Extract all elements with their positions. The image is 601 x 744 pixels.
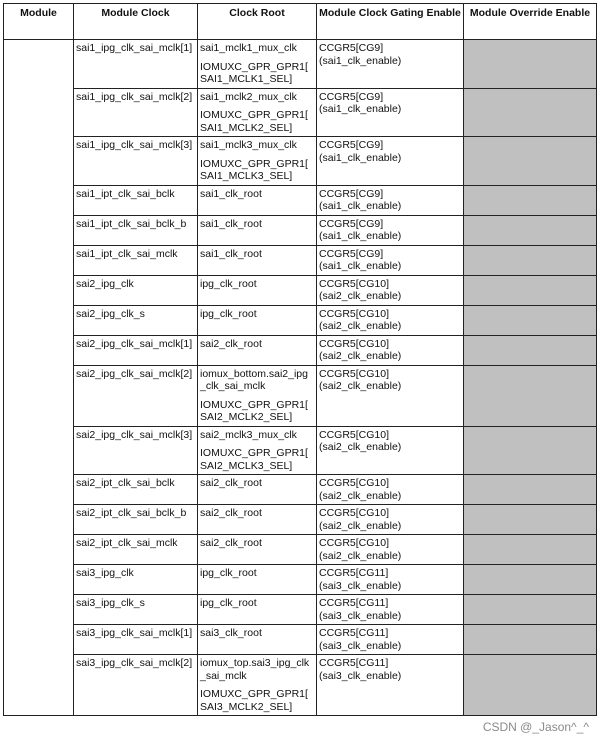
override-cell [464,565,597,595]
clock-root-line: sai1_clk_root [200,217,262,230]
gating-cell: CCGR5[CG9] (sai1_clk_enable) [317,137,464,186]
module-clock-cell: sai3_ipg_clk_sai_mclk[2] [74,655,198,716]
clock-root-cell [198,535,317,565]
gating-cell: CCGR5[CG9] (sai1_clk_enable) [317,245,464,275]
table-row [4,365,597,426]
table-row [4,185,597,215]
watermark: CSDN @_Jason^_^ [482,720,589,734]
table-row [4,625,597,655]
table-row [4,505,597,535]
clock-root-line: IOMUXC_GPR_GPR1[ SAI2_MCLK3_SEL] [200,447,308,472]
clock-root-line: sai2_mclk3_mux_clk [200,428,297,441]
gating-cell: CCGR5[CG11] (sai3_clk_enable) [317,655,464,716]
clock-root-line: ipg_clk_root [200,277,257,290]
module-clock-cell: sai1_ipt_clk_sai_bclk [74,185,198,215]
table-row [4,215,597,245]
clock-root-cell [198,88,317,137]
gating-cell: CCGR5[CG10] (sai2_clk_enable) [317,505,464,535]
module-clock-cell: sai2_ipt_clk_sai_bclk_b [74,505,198,535]
table-row [4,535,597,565]
clock-root-line: iomux_top.sai3_ipg_clk _sai_mclk [200,657,310,682]
gating-cell: CCGR5[CG9] (sai1_clk_enable) [317,88,464,137]
clock-root-line: sai1_mclk1_mux_clk [200,42,297,54]
clock-root-cell [198,275,317,305]
clock-root-cell [198,245,317,275]
gating-cell: CCGR5[CG10] (sai2_clk_enable) [317,535,464,565]
clock-root-cell [198,625,317,655]
clock-root-cell [198,137,317,186]
module-clock-cell: sai1_ipg_clk_sai_mclk[1] [74,40,198,89]
override-cell [464,335,597,365]
override-cell [464,595,597,625]
module-clock-cell: sai2_ipt_clk_sai_bclk [74,475,198,505]
clock-root-cell [198,40,317,89]
override-cell [464,365,597,426]
override-cell [464,215,597,245]
table-row [4,655,597,716]
module-clock-cell: sai2_ipg_clk_sai_mclk[2] [74,365,198,426]
gating-cell: CCGR5[CG10] (sai2_clk_enable) [317,275,464,305]
override-cell [464,655,597,716]
override-cell [464,535,597,565]
clock-root-line: ipg_clk_root [200,597,257,609]
clock-root-line: sai1_clk_root [200,247,262,260]
gating-cell: CCGR5[CG11] (sai3_clk_enable) [317,595,464,625]
clock-root-line: sai2_clk_root [200,477,262,489]
clock-root-line: sai1_clk_root [200,187,262,200]
override-cell [464,305,597,335]
header-module-clock: Module Clock [74,4,198,40]
override-cell [464,275,597,305]
gating-cell: CCGR5[CG11] (sai3_clk_enable) [317,565,464,595]
table-row [4,595,597,625]
clock-root-cell [198,505,317,535]
header-module: Module [4,4,74,40]
module-cell [4,40,74,716]
override-cell [464,137,597,186]
clock-table [3,3,597,716]
clock-root-cell [198,365,317,426]
module-clock-cell: sai3_ipg_clk_s [74,595,198,625]
override-cell [464,88,597,137]
clock-root-line: IOMUXC_GPR_GPR1[ SAI1_MCLK1_SEL] [200,60,308,85]
override-cell [464,625,597,655]
header-gating: Module Clock Gating Enable [317,4,464,40]
clock-root-line: IOMUXC_GPR_GPR1[ SAI2_MCLK2_SEL] [200,398,308,423]
gating-cell: CCGR5[CG10] (sai2_clk_enable) [317,365,464,426]
module-clock-cell: sai2_ipg_clk_s [74,305,198,335]
clock-root-line: IOMUXC_GPR_GPR1[ SAI1_MCLK2_SEL] [200,109,308,134]
module-clock-cell: sai2_ipg_clk [74,275,198,305]
header-override: Module Override Enable [464,4,597,40]
clock-root-line: ipg_clk_root [200,567,257,579]
gating-cell: CCGR5[CG9] (sai1_clk_enable) [317,215,464,245]
table-row [4,88,597,137]
gating-cell: CCGR5[CG9] (sai1_clk_enable) [317,40,464,89]
module-clock-cell: sai1_ipg_clk_sai_mclk[3] [74,137,198,186]
clock-root-line: sai1_mclk2_mux_clk [200,90,297,103]
module-clock-cell: sai2_ipt_clk_sai_mclk [74,535,198,565]
table-row [4,565,597,595]
module-clock-cell: sai1_ipt_clk_sai_mclk [74,245,198,275]
table-row [4,475,597,505]
override-cell [464,505,597,535]
header-clock-root: Clock Root [198,4,317,40]
clock-root-cell [198,426,317,475]
table-row [4,335,597,365]
module-clock-cell: sai3_ipg_clk_sai_mclk[1] [74,625,198,655]
table-row [4,40,597,89]
gating-cell: CCGR5[CG10] (sai2_clk_enable) [317,305,464,335]
table-row [4,245,597,275]
gating-cell: CCGR5[CG11] (sai3_clk_enable) [317,625,464,655]
clock-root-cell [198,595,317,625]
override-cell [464,185,597,215]
clock-root-line: sai3_clk_root [200,627,262,639]
table-row [4,426,597,475]
module-clock-cell: sai2_ipg_clk_sai_mclk[3] [74,426,198,475]
override-cell [464,475,597,505]
override-cell [464,40,597,89]
clock-root-cell [198,305,317,335]
clock-root-line: iomux_bottom.sai2_ipg _clk_sai_mclk [200,367,308,392]
override-cell [464,245,597,275]
gating-cell: CCGR5[CG10] (sai2_clk_enable) [317,475,464,505]
module-clock-cell: sai3_ipg_clk [74,565,198,595]
header-row [4,4,597,40]
table-row [4,305,597,335]
gating-cell: CCGR5[CG10] (sai2_clk_enable) [317,335,464,365]
clock-root-line: sai2_clk_root [200,537,262,549]
clock-root-line: sai1_mclk3_mux_clk [200,139,297,151]
gating-cell: CCGR5[CG9] (sai1_clk_enable) [317,185,464,215]
clock-root-cell [198,475,317,505]
module-clock-cell: sai1_ipg_clk_sai_mclk[2] [74,88,198,137]
clock-root-cell [198,335,317,365]
clock-root-cell [198,215,317,245]
gating-cell: CCGR5[CG10] (sai2_clk_enable) [317,426,464,475]
override-cell [464,426,597,475]
module-clock-cell: sai1_ipt_clk_sai_bclk_b [74,215,198,245]
clock-root-line: IOMUXC_GPR_GPR1[ SAI1_MCLK3_SEL] [200,157,308,182]
clock-root-line: sai2_clk_root [200,337,262,350]
clock-root-line: ipg_clk_root [200,307,257,320]
clock-root-cell [198,565,317,595]
table-row [4,137,597,186]
clock-root-cell [198,185,317,215]
clock-root-line: sai2_clk_root [200,507,262,519]
table-row [4,275,597,305]
table-body [4,40,597,716]
clock-root-line: IOMUXC_GPR_GPR1[ SAI3_MCLK2_SEL] [200,688,308,713]
clock-root-cell [198,655,317,716]
module-clock-cell: sai2_ipg_clk_sai_mclk[1] [74,335,198,365]
